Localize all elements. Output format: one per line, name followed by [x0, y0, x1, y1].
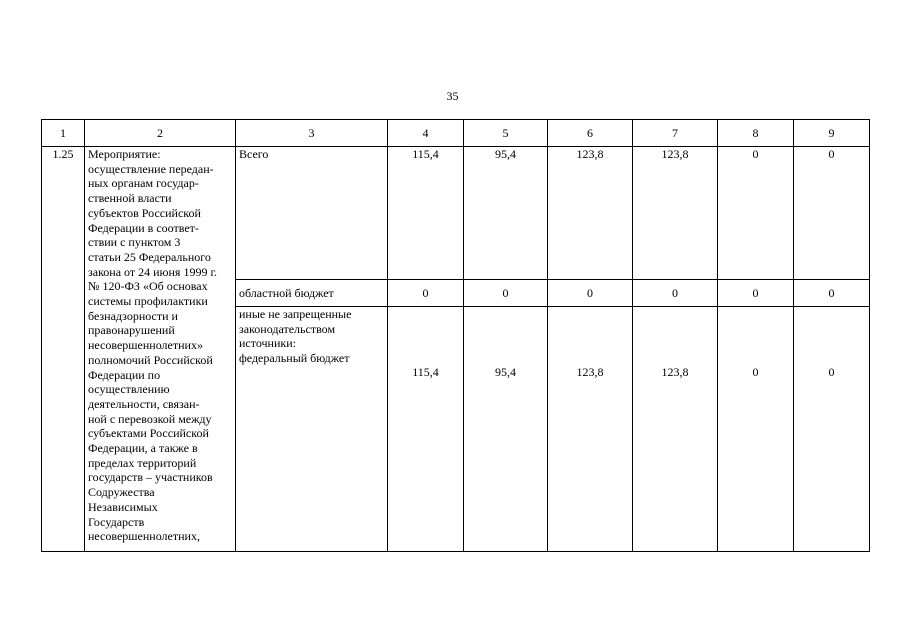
header-cell-4: 4 — [388, 120, 464, 147]
event-description: Мероприятие: осуществление передан- ных органам государ- ственной власти субъектов Российской Федерации в соответ- ствии с пунктом 3 статьи 25 Федерального закона от 24 июня 1999 г. № 120-ФЗ «Об основах системы профилактики безнадзорности и правонарушений несовершеннолетних» полномочий Российской Федерации по осуществлению деятельности, связан- ной с перевозкой между субъектами Российской Федерации, а также в пределах территорий государств – участников Содружества Независимых Государств несовершеннолетних, — [85, 147, 236, 552]
total-value-7: 123,8 — [633, 147, 718, 280]
source-total: Всего — [236, 147, 388, 280]
total-value-8: 0 — [718, 147, 794, 280]
total-value-4: 115,4 — [388, 147, 464, 280]
source-other: иные не запрещенные законодательством источники: — [236, 307, 388, 352]
row-number: 1.25 — [42, 147, 85, 552]
header-cell-9: 9 — [794, 120, 870, 147]
header-cell-3: 3 — [236, 120, 388, 147]
regional-value-9: 0 — [794, 280, 870, 307]
total-value-5: 95,4 — [464, 147, 548, 280]
header-cell-6: 6 — [548, 120, 633, 147]
federal-value-6: 123,8 — [548, 351, 633, 552]
table-row-total — [42, 147, 870, 280]
source-federal: федеральный бюджет — [236, 351, 388, 552]
header-row — [42, 120, 870, 147]
federal-value-5: 95,4 — [464, 351, 548, 552]
total-value-9: 0 — [794, 147, 870, 280]
header-cell-7: 7 — [633, 120, 718, 147]
federal-value-4: 115,4 — [388, 351, 464, 552]
regional-value-5: 0 — [464, 280, 548, 307]
header-cell-1: 1 — [42, 120, 85, 147]
header-cell-8: 8 — [718, 120, 794, 147]
regional-value-4: 0 — [388, 280, 464, 307]
regional-value-7: 0 — [633, 280, 718, 307]
header-cell-2: 2 — [85, 120, 236, 147]
federal-value-8: 0 — [718, 351, 794, 552]
source-regional: областной бюджет — [236, 280, 388, 307]
regional-value-8: 0 — [718, 280, 794, 307]
budget-table — [41, 119, 870, 552]
header-cell-5: 5 — [464, 120, 548, 147]
federal-value-9: 0 — [794, 351, 870, 552]
page-number: 35 — [446, 89, 459, 103]
total-value-6: 123,8 — [548, 147, 633, 280]
federal-value-7: 123,8 — [633, 351, 718, 552]
regional-value-6: 0 — [548, 280, 633, 307]
